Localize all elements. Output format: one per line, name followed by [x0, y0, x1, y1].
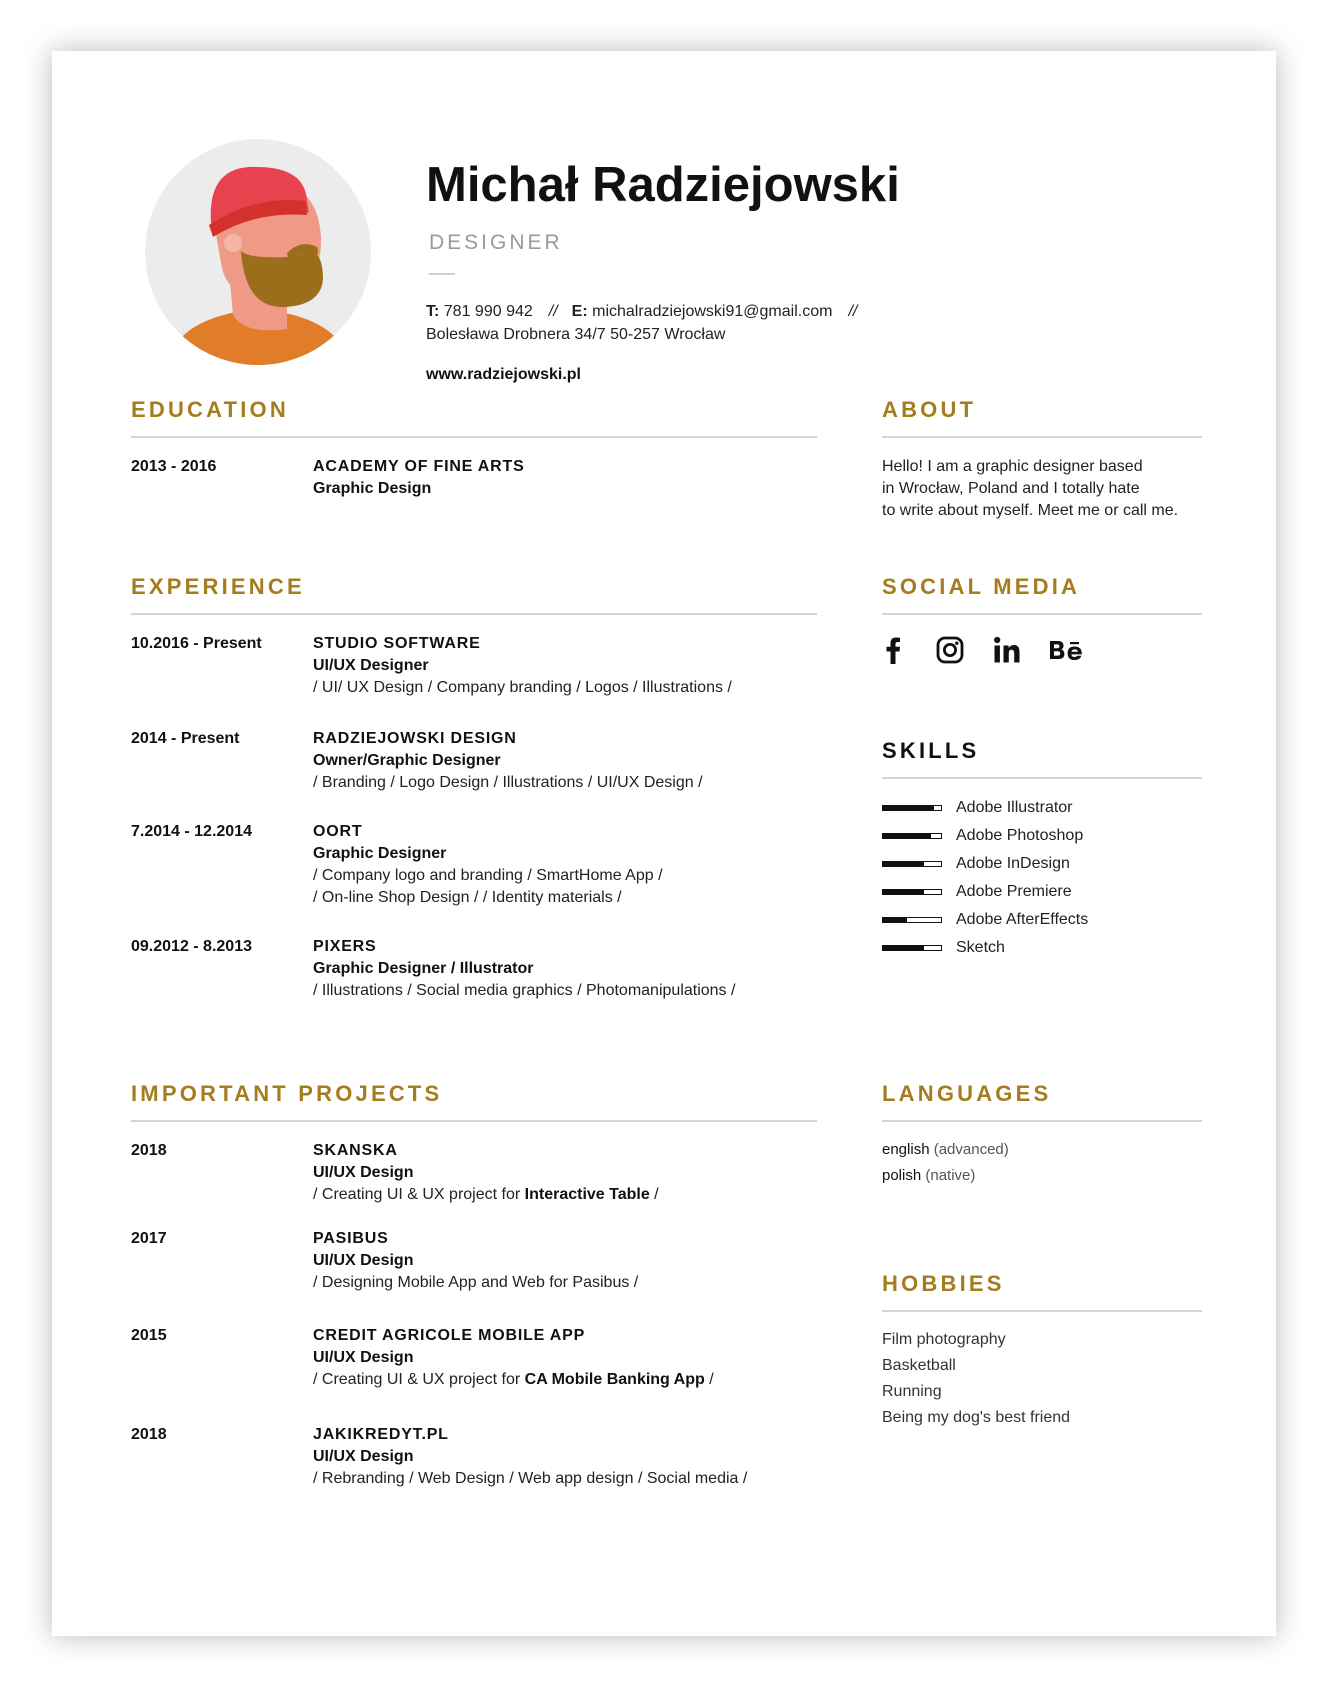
entry-company: ACADEMY OF FINE ARTS	[313, 458, 525, 475]
linkedin-icon[interactable]	[992, 635, 1022, 665]
section-divider	[882, 777, 1202, 779]
skill-bar	[882, 833, 942, 839]
entry-position: UI/UX Designer	[313, 657, 429, 674]
skill-item	[882, 906, 1088, 934]
entry-position: Graphic Designer / Illustrator	[313, 960, 534, 977]
entry-body	[313, 728, 703, 794]
section-divider	[882, 436, 1202, 438]
section-divider	[882, 613, 1202, 615]
phone-number[interactable]: 781 990 942	[443, 303, 533, 320]
skills-heading: SKILLS	[882, 738, 980, 763]
entry-date: 10.2016 - Present	[131, 635, 262, 652]
entry-body	[313, 1424, 747, 1490]
language-name: english	[882, 1141, 930, 1158]
skill-bar	[882, 945, 942, 951]
language-level: (advanced)	[933, 1141, 1009, 1158]
skill-bar	[882, 861, 942, 867]
entry-position: UI/UX Design	[313, 1349, 414, 1366]
entry-body	[313, 633, 732, 699]
desc-highlight: CA Mobile Banking App	[524, 1371, 705, 1388]
skill-item	[882, 822, 1088, 850]
entry-date: 2013 - 2016	[131, 458, 217, 475]
full-name: Michał Radziejowski	[426, 158, 900, 212]
email-label: E:	[571, 303, 588, 320]
entry-description: / Branding / Logo Design / Illustrations / UI/UX Design /	[313, 774, 703, 791]
language-level: (native)	[925, 1167, 976, 1184]
phone-label: T:	[426, 303, 440, 320]
entry-body	[313, 1140, 659, 1206]
skill-item	[882, 934, 1088, 962]
behance-icon[interactable]	[1049, 635, 1083, 665]
skill-label: Adobe InDesign	[956, 855, 1070, 872]
skill-bar-fill	[883, 862, 924, 866]
skill-label: Adobe Illustrator	[956, 799, 1073, 816]
section-divider	[131, 1120, 817, 1122]
entry-company: JAKIKREDYT.PL	[313, 1426, 449, 1443]
skills-list	[882, 794, 1088, 962]
entry-description: / Illustrations / Social media graphics / Photomanipulations /	[313, 982, 736, 999]
website-link[interactable]: www.radziejowski.pl	[426, 366, 581, 383]
email-address[interactable]: michalradziejowski91@gmail.com	[592, 303, 833, 320]
hobbies-heading: HOBBIES	[882, 1271, 1005, 1296]
instagram-icon[interactable]	[935, 635, 965, 665]
entry-date: 2018	[131, 1426, 167, 1443]
separator: //	[848, 303, 858, 320]
languages-list	[882, 1137, 1009, 1189]
avatar	[145, 139, 371, 365]
about-line: to write about myself. Meet me or call me.	[882, 502, 1179, 519]
skill-label: Adobe Photoshop	[956, 827, 1084, 844]
entry-description: / UI/ UX Design / Company branding / Logos / Illustrations /	[313, 679, 732, 696]
skill-bar-fill	[883, 946, 924, 950]
skill-bar	[882, 889, 942, 895]
skill-item	[882, 878, 1088, 906]
entry-date: 09.2012 - 8.2013	[131, 938, 252, 955]
entry-description: / Designing Mobile App and Web for Pasibus /	[313, 1274, 639, 1291]
skill-bar-fill	[883, 834, 931, 838]
about-text	[882, 456, 1178, 522]
address: Bolesława Drobnera 34/7 50-257 Wrocław	[426, 326, 726, 343]
entry-description	[313, 1184, 659, 1206]
section-divider	[882, 1120, 1202, 1122]
entry-company: CREDIT AGRICOLE MOBILE APP	[313, 1327, 586, 1344]
entry-description	[313, 1369, 714, 1391]
entry-body	[313, 1228, 638, 1294]
job-title: DESIGNER	[429, 231, 563, 254]
desc-text: / Creating UI & UX project for	[313, 1186, 525, 1203]
hobby-item: Running	[882, 1383, 942, 1400]
skill-label: Adobe Premiere	[956, 883, 1072, 900]
projects-heading: IMPORTANT PROJECTS	[131, 1081, 443, 1106]
entry-date: 2017	[131, 1230, 167, 1247]
skill-item	[882, 794, 1088, 822]
desc-text: /	[649, 1186, 659, 1203]
about-line: in Wrocław, Poland and I totally hate	[882, 480, 1140, 497]
entry-position: Owner/Graphic Designer	[313, 752, 501, 769]
entry-body	[313, 456, 525, 500]
resume-page	[52, 51, 1276, 1636]
entry-position: Graphic Designer	[313, 845, 447, 862]
section-divider	[131, 436, 817, 438]
contact-line	[426, 300, 871, 323]
about-line: Hello! I am a graphic designer based	[882, 458, 1143, 475]
hobbies-list	[882, 1327, 1070, 1431]
education-heading: EDUCATION	[131, 397, 289, 422]
language-name: polish	[882, 1167, 922, 1184]
entry-company: RADZIEJOWSKI DESIGN	[313, 730, 517, 747]
section-divider	[131, 613, 817, 615]
entry-body	[313, 1325, 714, 1391]
desc-text: / Creating UI & UX project for	[313, 1371, 525, 1388]
entry-company: PASIBUS	[313, 1230, 389, 1247]
hobby-item: Film photography	[882, 1331, 1006, 1348]
entry-company: OORT	[313, 823, 363, 840]
entry-position: UI/UX Design	[313, 1252, 414, 1269]
entry-date: 2015	[131, 1327, 167, 1344]
hobby-item: Being my dog's best friend	[882, 1409, 1071, 1426]
entry-date: 7.2014 - 12.2014	[131, 823, 252, 840]
language-item	[882, 1163, 1009, 1189]
contact-info	[426, 300, 871, 346]
title-divider	[429, 273, 455, 275]
entry-description: / Rebranding / Web Design / Web app design / Social media /	[313, 1470, 748, 1487]
facebook-icon[interactable]	[878, 635, 908, 665]
skill-bar	[882, 805, 942, 811]
social-links	[878, 635, 1110, 665]
entry-company: PIXERS	[313, 938, 377, 955]
about-heading: ABOUT	[882, 397, 977, 422]
section-divider	[882, 1310, 1202, 1312]
hobby-item: Basketball	[882, 1357, 956, 1374]
languages-heading: LANGUAGES	[882, 1081, 1052, 1106]
skill-item	[882, 850, 1088, 878]
skill-bar-fill	[883, 890, 924, 894]
entry-description: / Company logo and branding / SmartHome App /	[313, 867, 663, 884]
separator: //	[548, 303, 558, 320]
entry-description: / On-line Shop Design / / Identity materials /	[313, 889, 622, 906]
entry-body	[313, 936, 735, 1002]
skill-bar-fill	[883, 806, 934, 810]
skill-bar	[882, 917, 942, 923]
entry-position: UI/UX Design	[313, 1448, 414, 1465]
language-item	[882, 1137, 1009, 1163]
entry-company: SKANSKA	[313, 1142, 398, 1159]
entry-date: 2018	[131, 1142, 167, 1159]
entry-body	[313, 821, 663, 909]
skill-label: Sketch	[956, 939, 1005, 956]
social-media-heading: SOCIAL MEDIA	[882, 574, 1081, 599]
entry-position: Graphic Design	[313, 480, 432, 497]
desc-highlight: Interactive Table	[524, 1186, 650, 1203]
experience-heading: EXPERIENCE	[131, 574, 305, 599]
entry-company: STUDIO SOFTWARE	[313, 635, 481, 652]
desc-text: /	[704, 1371, 714, 1388]
entry-date: 2014 - Present	[131, 730, 240, 747]
skill-label: Adobe AfterEffects	[956, 911, 1089, 928]
entry-position: UI/UX Design	[313, 1164, 414, 1181]
skill-bar-fill	[883, 918, 907, 922]
